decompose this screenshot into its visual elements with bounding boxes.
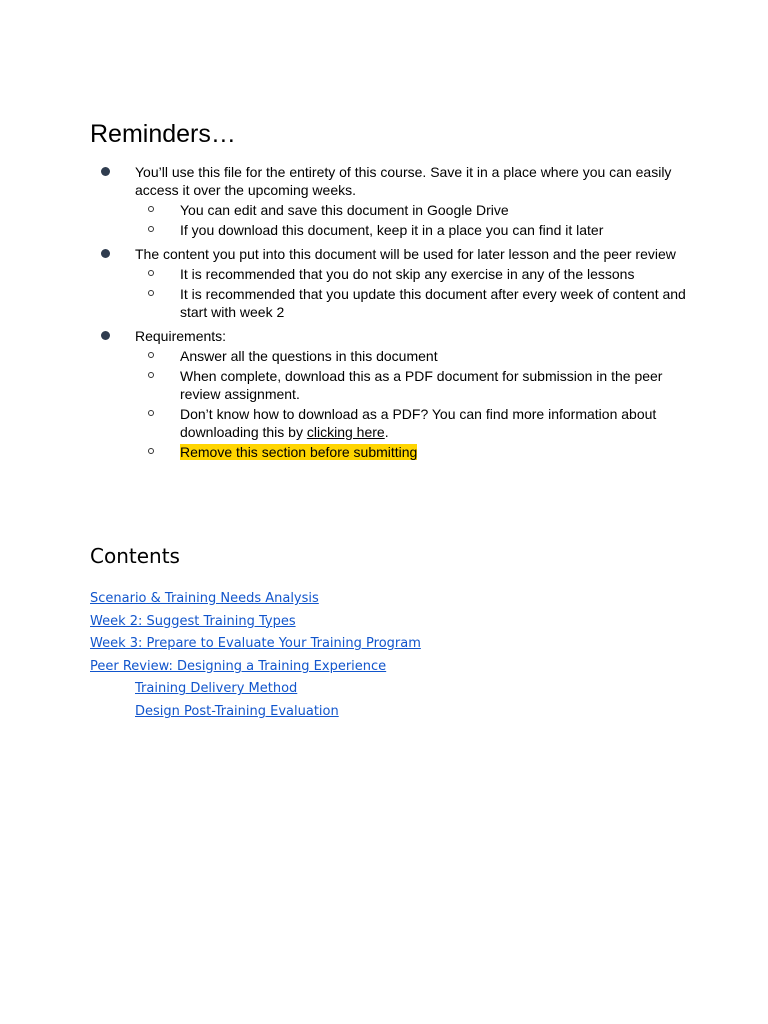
sub-list (135, 265, 690, 321)
hollow-bullet-icon (148, 352, 154, 358)
list-item (90, 245, 690, 321)
sub-list (135, 347, 690, 461)
toc-item (90, 701, 421, 724)
hollow-bullet-icon (148, 448, 154, 454)
toc-link-peer-review[interactable]: Peer Review: Designing a Training Experience (90, 658, 387, 674)
hollow-bullet-icon (148, 410, 154, 416)
list-item (90, 163, 690, 239)
reminder-text: You’ll use this file for the entirety of this course. Save it in a place where you can easily access it over the upcoming weeks. (135, 164, 672, 198)
download-help-text (180, 406, 656, 440)
list-item (135, 221, 690, 239)
toc-link-scenario[interactable]: Scenario & Training Needs Analysis (90, 591, 319, 606)
sub-item-text: It is recommended that you update this document after every week of content and start with week 2 (180, 286, 686, 320)
list-item (135, 347, 690, 365)
filled-bullet-icon (101, 249, 110, 258)
filled-bullet-icon (101, 331, 110, 340)
toc-link-week-2[interactable]: Week 2: Suggest Training Types (90, 613, 296, 629)
contents-heading: Contents (90, 544, 180, 568)
hollow-bullet-icon (148, 290, 154, 296)
hollow-bullet-icon (148, 372, 154, 378)
download-help-prefix: Don’t know how to download as a PDF? You can find more information about downloading this by (180, 406, 657, 440)
clicking-here-link[interactable]: clicking here (306, 424, 385, 440)
toc-item (90, 588, 421, 611)
toc-item (90, 656, 421, 679)
list-item (135, 443, 690, 461)
reminders-heading: Reminders… (90, 120, 236, 148)
toc-link-week-3[interactable]: Week 3: Prepare to Evaluate Your Training Program (90, 636, 421, 652)
list-item (135, 201, 690, 219)
table-of-contents (90, 588, 421, 724)
hollow-bullet-icon (148, 206, 154, 212)
sub-item-text: It is recommended that you do not skip any exercise in any of the lessons (180, 266, 635, 282)
list-item (135, 405, 690, 441)
reminder-text: The content you put into this document will be used for later lesson and the peer review (135, 246, 676, 262)
filled-bullet-icon (101, 167, 110, 176)
toc-link-post-training-evaluation[interactable]: Design Post-Training Evaluation (135, 703, 339, 719)
toc-item (90, 633, 421, 656)
list-item (90, 327, 690, 461)
reminders-list (90, 163, 690, 467)
list-item (135, 285, 690, 321)
download-help-suffix: . (384, 424, 389, 440)
toc-item (90, 678, 421, 701)
reminder-text: Requirements: (135, 328, 227, 344)
sub-item-text: Answer all the questions in this document (180, 348, 438, 364)
sub-item-text: When complete, download this as a PDF document for submission in the peer review assignment. (180, 368, 663, 402)
sub-item-text: You can edit and save this document in Google Drive (180, 202, 509, 218)
toc-item (90, 611, 421, 634)
hollow-bullet-icon (148, 226, 154, 232)
sub-list (135, 201, 690, 239)
list-item (135, 367, 690, 403)
toc-link-training-delivery[interactable]: Training Delivery Method (135, 681, 298, 697)
list-item (135, 265, 690, 283)
highlighted-warning: Remove this section before submitting (180, 444, 418, 460)
sub-item-text: If you download this document, keep it in a place you can find it later (180, 222, 604, 238)
hollow-bullet-icon (148, 270, 154, 276)
